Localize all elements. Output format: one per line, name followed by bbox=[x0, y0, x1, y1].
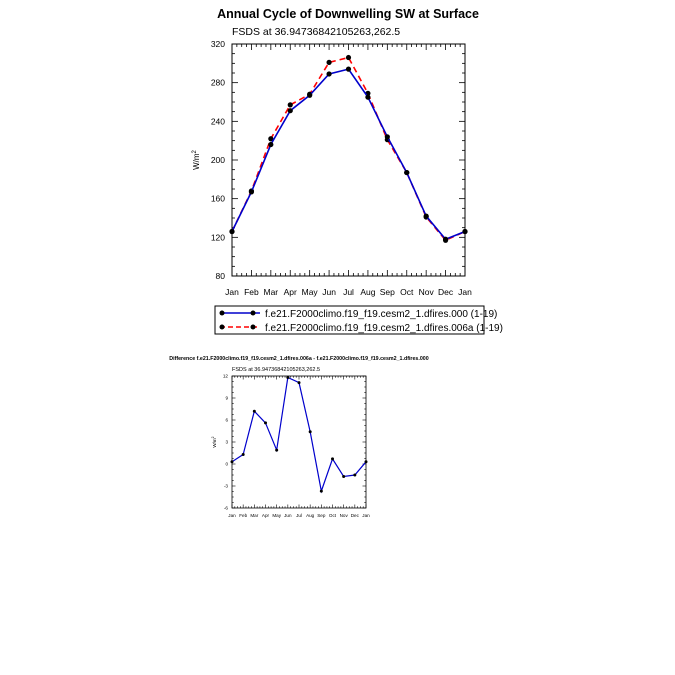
legend-marker-2 bbox=[220, 325, 225, 330]
data-point-series-1 bbox=[320, 490, 323, 493]
chart-title: Annual Cycle of Downwelling SW at Surface bbox=[217, 7, 479, 21]
y-tick-label: 6 bbox=[225, 417, 228, 423]
data-point-series-1 bbox=[365, 95, 370, 100]
x-tick-label: Jun bbox=[322, 287, 336, 297]
data-point-series-1 bbox=[404, 170, 409, 175]
y-tick-label: 320 bbox=[210, 38, 225, 49]
data-point-series-1 bbox=[462, 229, 467, 234]
plot-frame bbox=[232, 376, 366, 508]
x-tick-label: Mar bbox=[250, 513, 259, 518]
chart-subtitle: FSDS at 36.94736842105263,262.5 bbox=[232, 367, 321, 373]
x-tick-label: Oct bbox=[328, 513, 337, 518]
x-tick-label: Nov bbox=[418, 287, 434, 297]
y-tick-label: 240 bbox=[210, 116, 225, 127]
x-tick-label: Jun bbox=[284, 513, 292, 518]
x-tick-label: Jan bbox=[362, 513, 370, 518]
data-point-series-1 bbox=[264, 421, 267, 424]
x-tick-label: Jan bbox=[225, 287, 239, 297]
y-tick-label: 120 bbox=[210, 232, 225, 243]
x-tick-label: Sep bbox=[317, 513, 326, 518]
data-point-series-1 bbox=[353, 474, 356, 477]
data-point-series-1 bbox=[385, 134, 390, 139]
legend-marker-2 bbox=[251, 325, 256, 330]
x-tick-label: Dec bbox=[350, 513, 359, 518]
x-tick-label: Dec bbox=[438, 287, 454, 297]
data-point-series-1 bbox=[326, 71, 331, 76]
y-tick-label: 0 bbox=[225, 461, 228, 467]
x-tick-label: Aug bbox=[306, 513, 315, 518]
data-point-series-1 bbox=[286, 376, 289, 379]
chart-title: Difference f.e21.F2000climo.f19_f19.cesm2_1.dfires.006a - f.e21.F2000climo.f19_f19.cesm2_1.dfires.000 bbox=[169, 356, 429, 362]
data-point-series-1 bbox=[346, 67, 351, 72]
data-point-series-1 bbox=[253, 410, 256, 413]
x-tick-label: Apr bbox=[283, 287, 297, 297]
y-tick-label: 160 bbox=[210, 193, 225, 204]
series-line-1 bbox=[232, 377, 366, 491]
series-line-2 bbox=[232, 58, 465, 241]
plot-frame bbox=[232, 44, 465, 276]
data-point-series-1 bbox=[288, 108, 293, 113]
data-point-series-1 bbox=[331, 457, 334, 460]
x-tick-label: Oct bbox=[400, 287, 414, 297]
data-point-series-1 bbox=[275, 449, 278, 452]
x-tick-label: Feb bbox=[244, 287, 259, 297]
x-tick-label: Aug bbox=[360, 287, 376, 297]
legend-label-2: f.e21.F2000climo.f19_f19.cesm2_1.dfires.006a (1-19) bbox=[265, 322, 503, 334]
data-point-series-1 bbox=[231, 460, 234, 463]
x-tick-label: Nov bbox=[339, 513, 348, 518]
legend-marker-1 bbox=[251, 311, 256, 316]
x-tick-label: May bbox=[272, 513, 282, 518]
chart-subtitle: FSDS at 36.94736842105263,262.5 bbox=[232, 26, 401, 38]
data-point-series-1 bbox=[242, 453, 245, 456]
x-tick-label: Jan bbox=[458, 287, 472, 297]
data-point-series-1 bbox=[307, 93, 312, 98]
data-point-series-1 bbox=[309, 430, 312, 433]
data-point-series-1 bbox=[268, 142, 273, 147]
x-tick-label: Jan bbox=[228, 513, 236, 518]
data-point-series-1 bbox=[424, 213, 429, 218]
data-point-series-2 bbox=[326, 60, 331, 65]
data-point-series-1 bbox=[365, 460, 368, 463]
y-tick-label: -6 bbox=[223, 505, 228, 511]
data-point-series-1 bbox=[229, 229, 234, 234]
x-tick-label: Apr bbox=[261, 513, 270, 518]
y-tick-label: 3 bbox=[225, 439, 228, 445]
y-axis-label: $W/m^2$ bbox=[192, 150, 201, 170]
x-tick-label: Feb bbox=[239, 513, 248, 518]
legend-marker-1 bbox=[220, 311, 225, 316]
x-tick-label: Mar bbox=[263, 287, 279, 297]
x-tick-label: Jul bbox=[296, 513, 302, 518]
x-tick-label: May bbox=[301, 287, 318, 297]
y-tick-label: 12 bbox=[222, 373, 228, 379]
y-tick-label: 9 bbox=[225, 395, 228, 401]
legend-label-1: f.e21.F2000climo.f19_f19.cesm2_1.dfires.000 (1-19) bbox=[265, 308, 498, 320]
data-point-series-1 bbox=[342, 475, 345, 478]
y-tick-label: 280 bbox=[210, 77, 225, 88]
x-tick-label: Jul bbox=[343, 287, 354, 297]
y-tick-label: 200 bbox=[210, 154, 225, 165]
y-tick-label: -3 bbox=[223, 483, 228, 489]
data-point-series-2 bbox=[288, 102, 293, 107]
data-point-series-1 bbox=[249, 189, 254, 194]
series-line-1 bbox=[232, 69, 465, 239]
x-tick-label: Sep bbox=[379, 287, 395, 297]
data-point-series-2 bbox=[346, 55, 351, 60]
data-point-series-1 bbox=[443, 237, 448, 242]
data-point-series-1 bbox=[298, 381, 301, 384]
y-tick-label: 80 bbox=[215, 270, 225, 281]
y-axis-label: $W/m^2$ bbox=[211, 436, 217, 448]
